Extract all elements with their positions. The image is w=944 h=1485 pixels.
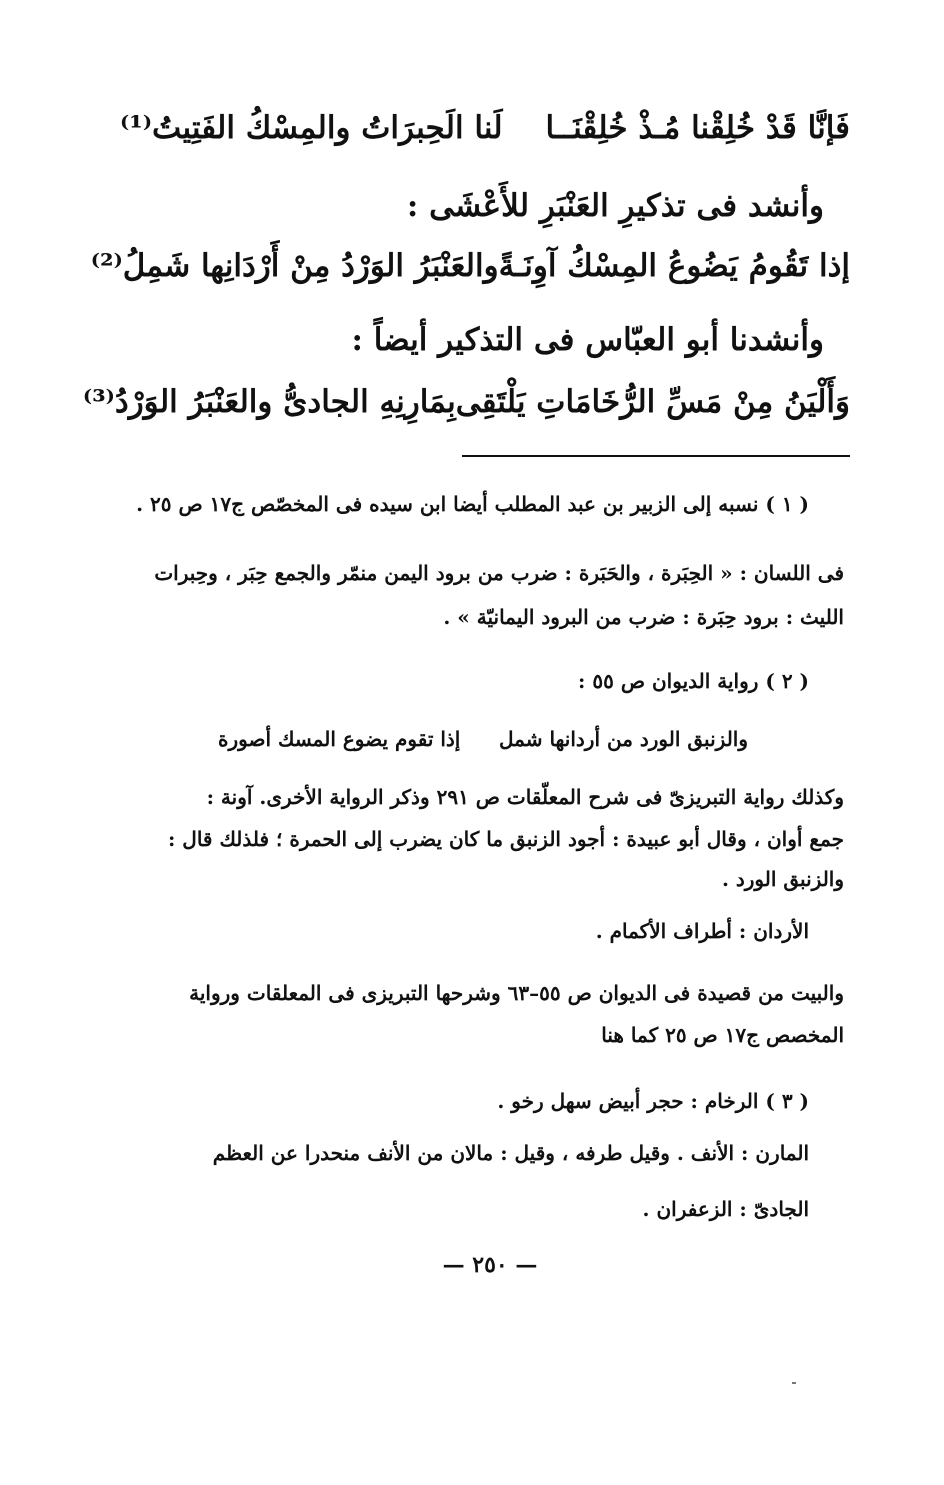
footnote-2-verse [218,722,748,756]
footnote-2-verse-second: والزنبق الورد من أردانها شمل [499,727,748,751]
verse-2 [90,244,850,288]
footnote-3-line-2: المارن : الأنف . وقيل طرفه ، وقيل : مالان من الأنف منحدرا عن العظم [212,1141,809,1165]
verse-1-first-hemistich: فَإنَّا قَدْ خُلِقْنا مُـذْ خُلِقْنَــا [545,110,850,146]
verse-1-second-hemistich: لَنا الَحِبرَاتُ والمِسْكُ الفَتِيتُ⁽¹⁾ [120,110,503,146]
verse-3-second-hemistich: بِمَارِنِهِ الجادىُّ والعَنْبَرُ الوَرْدُ⁽³⁾ [82,384,456,420]
footnote-separator [462,455,850,457]
footnote-2-line-5: الأردان : أطراف الأكمام . [595,919,809,943]
footnote-2-line-4: والزنبق الورد . [721,867,844,891]
page-number: — ٢٥٠ — [442,1252,538,1278]
footnote-2-line-6: والبيت من قصيدة فى الديوان ص ٥٥–٦٣ وشرحها التبريزى فى المعلقات ورواية [189,981,844,1005]
footnote-1-line-1: ( ١ ) نسبه إلى الزبير بن عبد المطلب أيضا ابن سيده فى المخصّص ج١٧ ص ٢٥ . [136,492,809,516]
verse-2-second-hemistich: والعَنْبَرُ الوَرْدُ مِنْ أَرْدَانِها شَمِلُ⁽²⁾ [90,248,499,284]
footnote-3-line-1: ( ٣ ) الرخام : حجر أبيض سهل رخو . [497,1089,809,1113]
verse-3 [82,380,850,424]
prose-line-1: وأنشد فى تذكيرِ العَنْبَرِ للأَعْشَى : [406,188,824,224]
footnote-2-line-1: ( ٢ ) رواية الديوان ص ٥٥ : [578,669,809,693]
footnote-3-line-3: الجادىّ : الزعفران . [642,1197,809,1221]
verse-1 [120,106,850,150]
footnote-2-line-2: وكذلك رواية التبريزىّ فى شرح المعلّقات ص ٢٩١ وذكر الرواية الأخرى. آونة : [206,785,844,809]
footnote-1-line-2: فى اللسان : « الحِبَرة ، والحَبَرة : ضرب من برود اليمن منمّر والجمع حِبَر ، وحِبرات [154,561,844,585]
verse-2-first-hemistich: إذا تَقُومُ يَضُوعُ المِسْكُ آوِنَـةً [498,248,850,284]
prose-line-2: وأنشدنا أبو العبّاس فى التذكير أيضاً : [351,322,824,358]
footnote-2-line-7: المخصص ج١٧ ص ٢٥ كما هنا [601,1023,844,1047]
verse-3-first-hemistich: وَأَلْيَنُ مِنْ مَسِّ الرُّخَامَاتِ يَلْتَقِى [455,384,850,420]
scan-speck [792,1382,796,1384]
footnote-2-verse-first: إذا تقوم يضوع المسك أصورة [218,727,461,751]
footnote-1-line-3: الليث : برود حِبَرة : ضرب من البرود اليمانيّة » . [443,605,844,629]
footnote-2-line-3: جمع أوان ، وقال أبو عبيدة : أجود الزنبق ما كان يضرب إلى الحمرة ؛ فلذلك قال : [167,827,844,851]
